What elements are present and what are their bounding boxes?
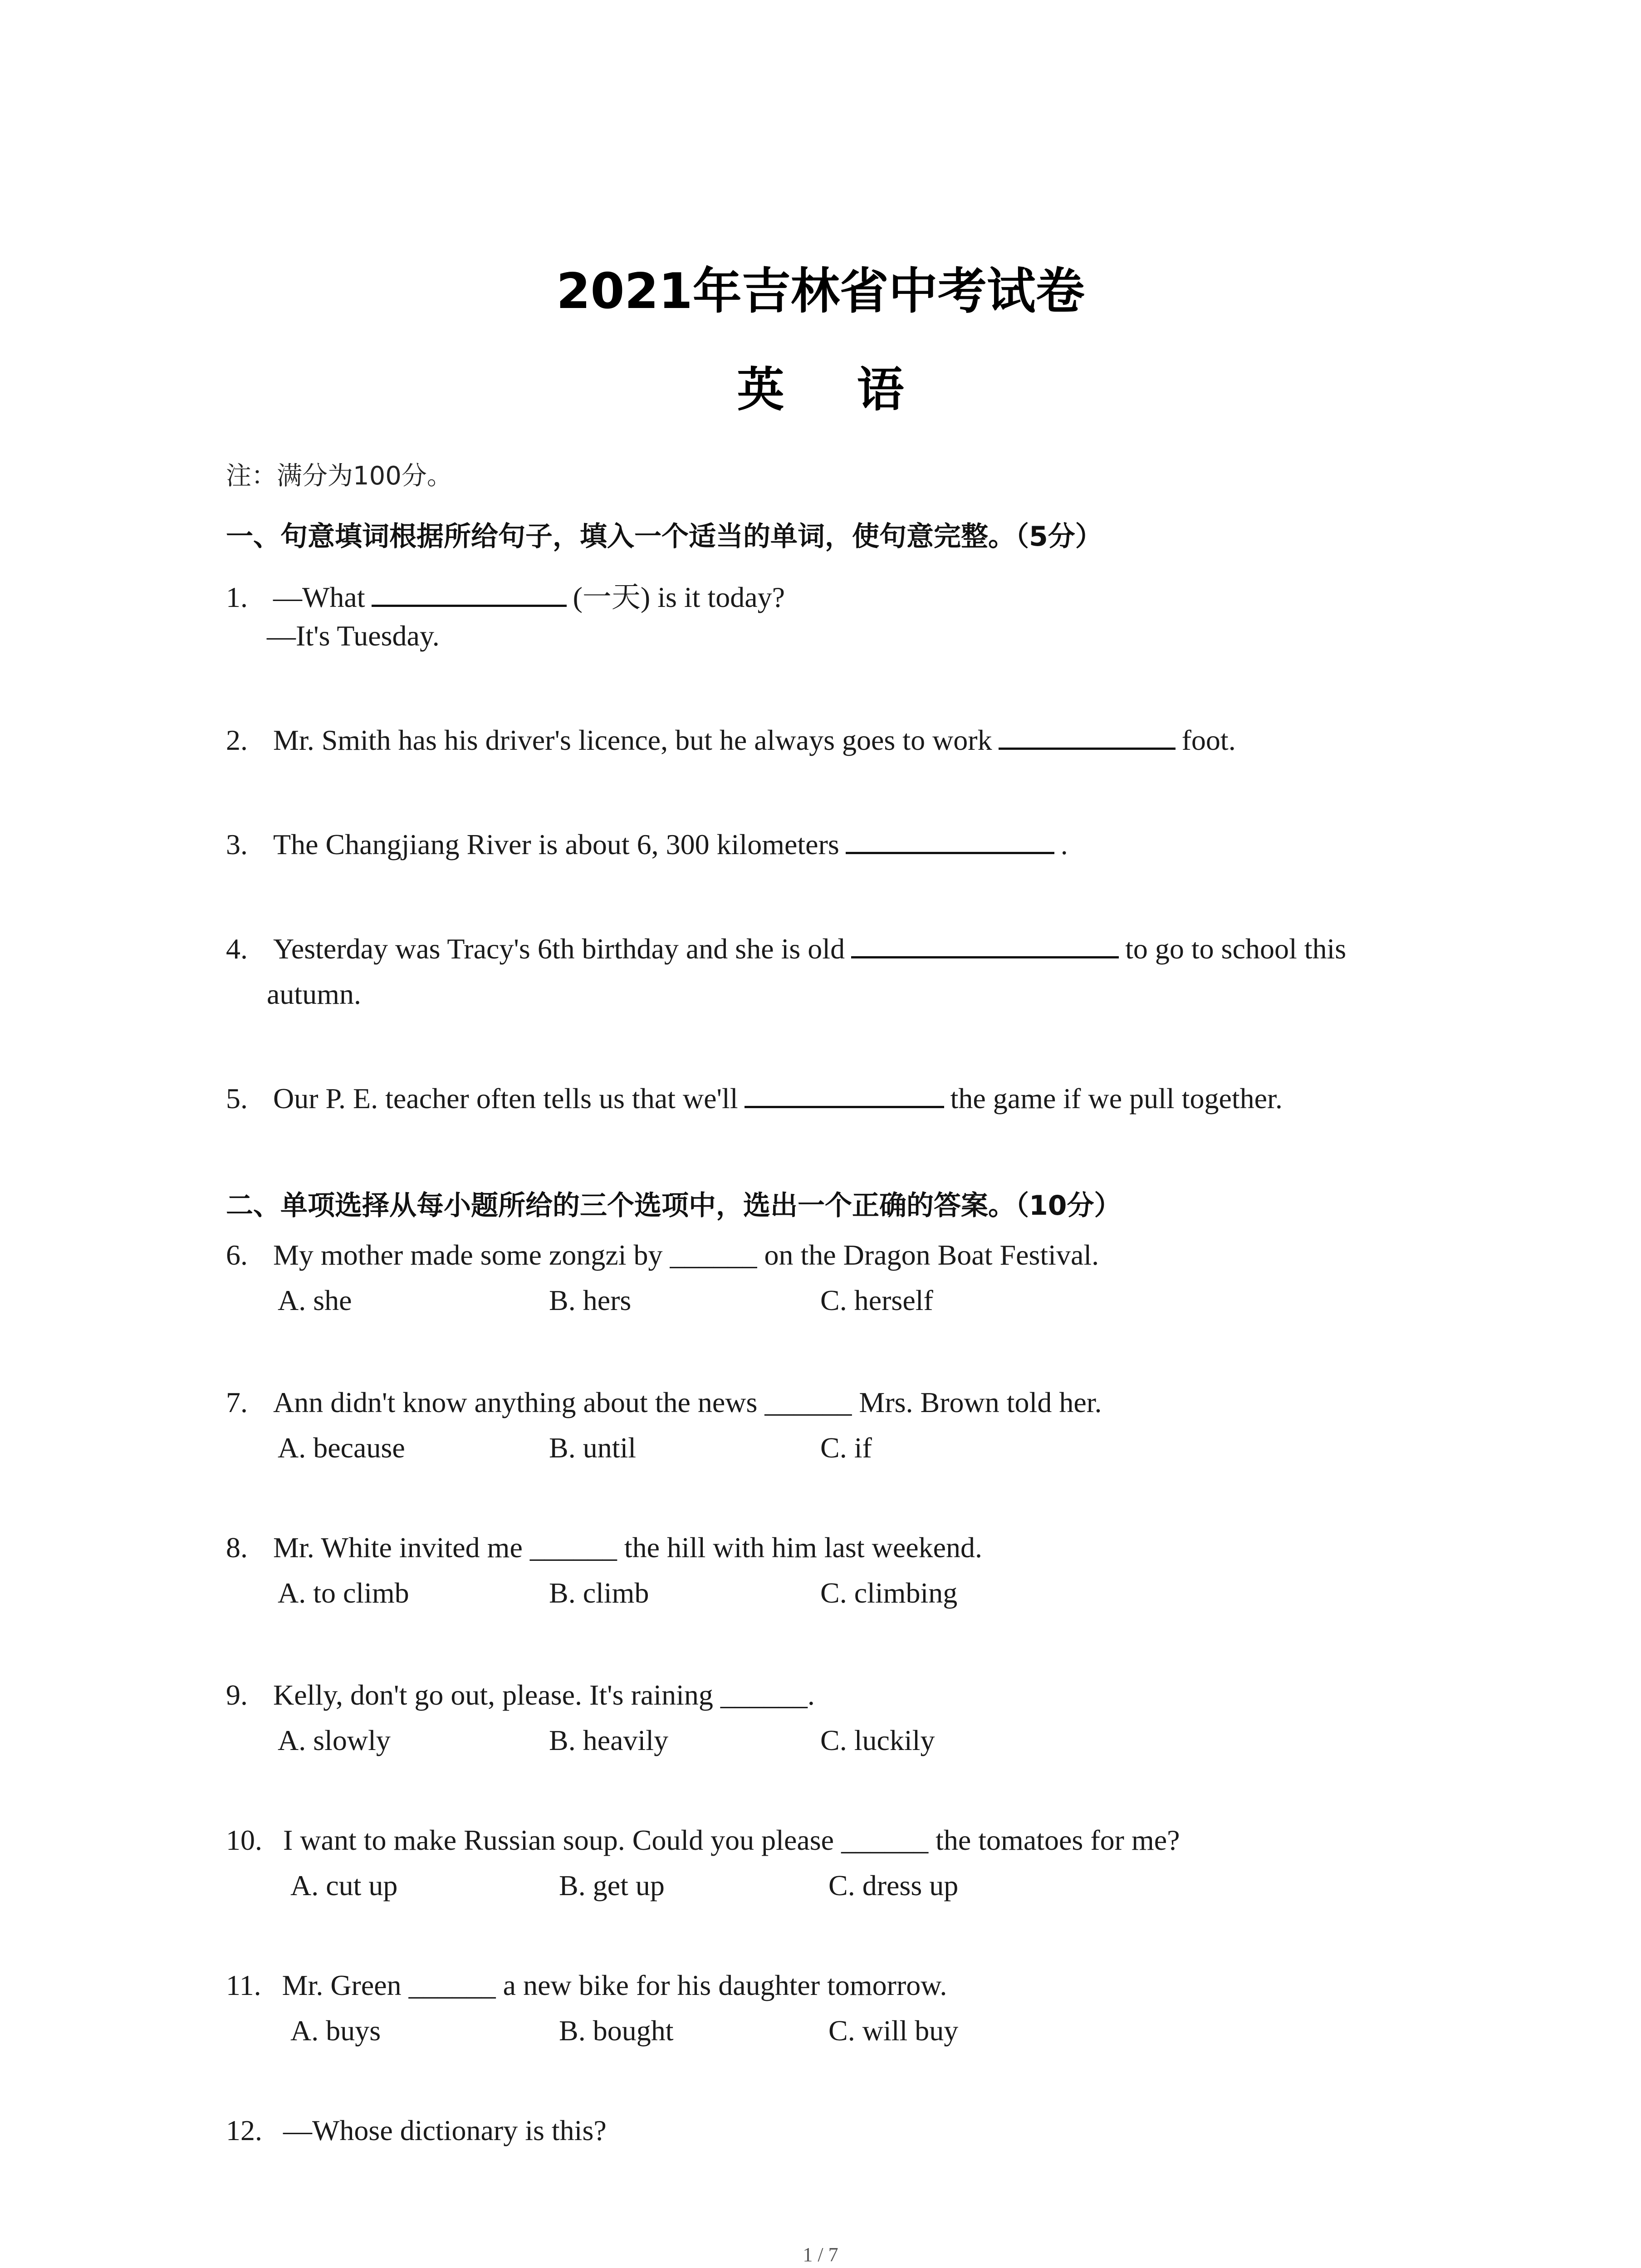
- score-note: 注：满分为100分。: [226, 461, 452, 491]
- question-text: Yesterday was Tracy's 6th birthday and she is old: [273, 933, 845, 965]
- option-b[interactable]: B. get up: [559, 1869, 665, 1901]
- section-2-heading: 二、单项选择从每小题所给的三个选项中，选出一个正确的答案。（10分）: [226, 1190, 1122, 1222]
- question-2: [226, 723, 1236, 757]
- question-12: [226, 2114, 607, 2147]
- question-text: to go to school this: [1125, 933, 1347, 965]
- question-text: Mr. Green ______ a new bike for his daughter tomorrow.: [282, 1969, 947, 2001]
- question-number: 4.: [226, 933, 248, 965]
- question-number: 2.: [226, 724, 248, 756]
- question-number: 10.: [226, 1824, 262, 1856]
- option-c[interactable]: C. will buy: [828, 2014, 959, 2047]
- question-number: 6.: [226, 1239, 248, 1271]
- option-b[interactable]: B. until: [549, 1432, 637, 1464]
- page-number: 1 / 7: [803, 2244, 838, 2266]
- question-number: 7.: [226, 1386, 248, 1418]
- option-a[interactable]: A. she: [278, 1284, 352, 1316]
- option-c[interactable]: C. climbing: [820, 1577, 958, 1609]
- question-11: [226, 1969, 947, 2002]
- question-text: —What: [273, 581, 365, 613]
- exam-title: 2021年吉林省中考试卷: [556, 263, 1085, 320]
- question-4-continued: autumn.: [267, 978, 361, 1010]
- question-text: (一天) is it today?: [573, 581, 785, 613]
- section-1-heading: 一、句意填词根据所给句子，填入一个适当的单词，使句意完整。（5分）: [226, 521, 1102, 552]
- question-1: [226, 574, 785, 616]
- question-text: Mr. White invited me ______ the hill with him last weekend.: [273, 1531, 983, 1564]
- option-a[interactable]: A. cut up: [290, 1869, 398, 1901]
- question-text: My mother made some zongzi by ______ on the Dragon Boat Festival.: [273, 1239, 1099, 1271]
- option-c[interactable]: C. luckily: [820, 1724, 935, 1756]
- question-text: —Whose dictionary is this?: [283, 2114, 607, 2146]
- answer-blank[interactable]: [999, 724, 1176, 750]
- question-5: [226, 1082, 1283, 1115]
- option-b[interactable]: B. bought: [559, 2014, 674, 2047]
- option-b[interactable]: B. climb: [549, 1577, 649, 1609]
- option-b[interactable]: B. heavily: [549, 1724, 669, 1756]
- question-7: [226, 1386, 1102, 1419]
- question-text: the game if we pull together.: [950, 1082, 1283, 1114]
- question-text: foot.: [1181, 724, 1236, 756]
- question-text: .: [1060, 828, 1068, 860]
- option-a[interactable]: A. buys: [290, 2014, 381, 2047]
- option-a[interactable]: A. slowly: [278, 1724, 391, 1756]
- option-c[interactable]: C. dress up: [828, 1869, 959, 1901]
- question-10: [226, 1823, 1180, 1857]
- question-4: [226, 932, 1346, 966]
- question-number: 11.: [226, 1969, 261, 2001]
- question-number: 12.: [226, 2114, 262, 2146]
- question-6: [226, 1238, 1099, 1272]
- question-number: 9.: [226, 1679, 248, 1711]
- option-c[interactable]: C. herself: [820, 1284, 933, 1316]
- question-8: [226, 1531, 982, 1564]
- question-text: Ann didn't know anything about the news ______ Mrs. Brown told her.: [273, 1386, 1102, 1418]
- question-3: [226, 828, 1068, 861]
- option-a[interactable]: A. because: [278, 1432, 405, 1464]
- question-text: Our P. E. teacher often tells us that we'll: [273, 1082, 738, 1114]
- answer-blank[interactable]: [745, 1082, 944, 1108]
- subject-title: 英语: [737, 362, 977, 417]
- question-text: Kelly, don't go out, please. It's raining ______.: [273, 1679, 815, 1711]
- question-number: 5.: [226, 1082, 248, 1114]
- question-1-response: —It's Tuesday.: [267, 620, 440, 652]
- answer-blank[interactable]: [846, 828, 1054, 854]
- question-text: Mr. Smith has his driver's licence, but he always goes to work: [273, 724, 992, 756]
- question-number: 3.: [226, 828, 248, 860]
- question-number: 8.: [226, 1531, 248, 1564]
- option-c[interactable]: C. if: [820, 1432, 872, 1464]
- question-text: The Changjiang River is about 6, 300 kilometers: [273, 828, 839, 860]
- question-text: I want to make Russian soup. Could you please ______ the tomatoes for me?: [283, 1824, 1180, 1856]
- answer-blank[interactable]: [851, 933, 1119, 958]
- option-a[interactable]: A. to climb: [278, 1577, 409, 1609]
- answer-blank[interactable]: [372, 581, 567, 607]
- question-9: [226, 1678, 815, 1712]
- question-number: 1.: [226, 581, 248, 613]
- option-b[interactable]: B. hers: [549, 1284, 632, 1316]
